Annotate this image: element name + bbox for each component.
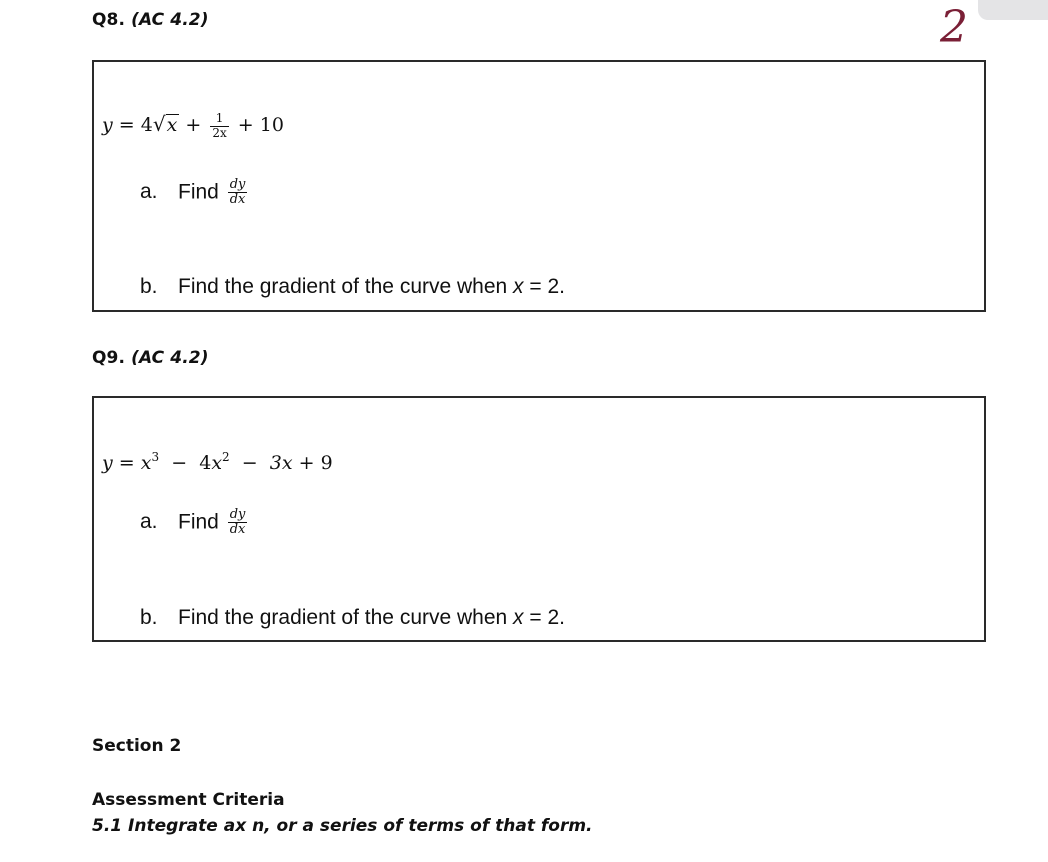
q9-eq-minus-2: −: [241, 452, 258, 474]
q8-answer-box: [92, 60, 986, 312]
q8-eq-frac-num: 1: [210, 112, 228, 126]
q8-eq-plus-2: +: [237, 114, 254, 136]
q8-part-a-derivative: [228, 178, 248, 208]
q9-part-b-text: Find the gradient of the curve when: [178, 606, 508, 629]
handwritten-page-number: 2: [940, 2, 968, 53]
sqrt-symbol: √: [152, 112, 166, 136]
q8-part-a-frac-den: dx: [229, 192, 246, 208]
q9-eq-term2-base: x: [211, 452, 223, 474]
q9-heading: [92, 348, 209, 368]
q9-part-a-frac-den: dx: [229, 522, 246, 538]
q8-number: Q8.: [92, 10, 126, 30]
q9-eq-constant: 9: [320, 452, 333, 474]
q9-eq-term1-exp: 3: [151, 450, 160, 464]
q9-criterion: (AC 4.2): [131, 348, 209, 368]
q9-answer-box: [92, 396, 986, 642]
q8-eq-equals: =: [118, 114, 135, 136]
q8-eq-constant: 10: [259, 114, 284, 136]
criteria-item: 5.1 Integrate ax n, or a series of terms of that form.: [92, 816, 593, 836]
q8-part-b-value: = 2.: [529, 275, 566, 298]
q9-eq-term2-exp: 2: [222, 450, 230, 464]
q8-heading: [92, 10, 209, 30]
q8-eq-frac-den: 2x: [212, 125, 227, 140]
q9-part-a-letter: a.: [140, 510, 158, 534]
q9-part-a: [140, 508, 250, 538]
q9-eq-term1-base: x: [140, 452, 152, 474]
q9-eq-term2-coef: 4: [199, 452, 212, 474]
q8-part-b-letter: b.: [140, 275, 158, 298]
q9-number: Q9.: [92, 348, 126, 368]
q9-eq-term3: 3x: [269, 452, 293, 474]
q8-part-a-text: Find: [178, 180, 219, 204]
q8-eq-lhs: y: [102, 114, 113, 136]
page-corner-shade: [978, 0, 1048, 20]
q8-part-b: [140, 275, 565, 299]
q8-eq-coefficient: 4: [140, 114, 153, 136]
q9-eq-equals: =: [118, 452, 135, 474]
q9-part-b-var: x: [513, 606, 524, 629]
q8-part-b-var: x: [513, 275, 524, 298]
q9-part-a-text: Find: [178, 510, 219, 534]
q9-equation: [102, 450, 333, 474]
q9-part-b-value: = 2.: [529, 606, 566, 629]
q8-part-b-text: Find the gradient of the curve when: [178, 275, 508, 298]
q9-part-b: [140, 606, 565, 630]
q8-equation: [102, 112, 284, 140]
q8-criterion: (AC 4.2): [131, 10, 209, 30]
q9-part-a-derivative: [228, 508, 248, 538]
q8-part-a: [140, 178, 250, 208]
section-title: Section 2: [92, 736, 182, 756]
q9-part-b-letter: b.: [140, 606, 158, 629]
q8-part-a-letter: a.: [140, 180, 158, 204]
q9-part-a-frac-num: dy: [229, 507, 246, 522]
q8-eq-plus-1: +: [185, 114, 202, 136]
q9-eq-plus: +: [298, 452, 315, 474]
q9-eq-minus-1: −: [171, 452, 188, 474]
q8-eq-fraction: [210, 112, 228, 139]
criteria-heading: Assessment Criteria: [92, 790, 285, 810]
q9-eq-lhs: y: [102, 452, 113, 474]
q8-part-a-frac-num: dy: [229, 177, 246, 192]
q8-eq-radicand: x: [166, 114, 178, 136]
